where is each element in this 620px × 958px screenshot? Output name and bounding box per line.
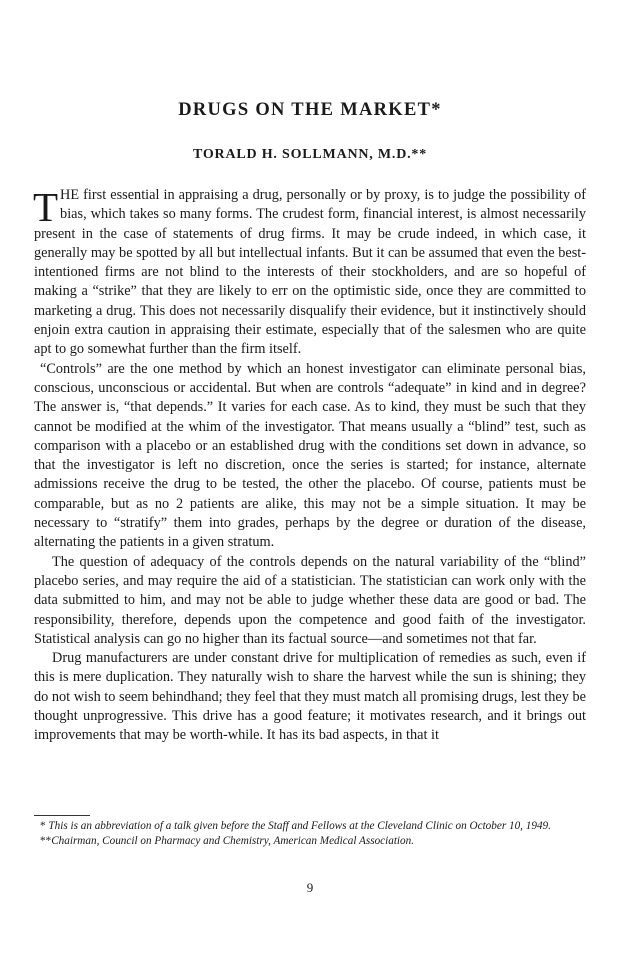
footnotes — [34, 815, 586, 850]
paragraph-1-text: HE first essential in appraising a drug, personally or by proxy, is to judge the possibility of bias, which takes so many forms. The crudest form, financial interest, is almost necessarily present in the case of statements of drug firms. It may be crude indeed, in which case, it generally may be spotted by all but intellectual infants. But it can be assumed that even the best-intentioned firms are not blind to the interests of their stockholders, and are so hopeful of making a “strike” that they are likely to err on the optimistic side, once they are committed to marketing a drug. This does not necessarily disqualify their evidence, but it instinctively should enjoin extra caution in appraising their estimate, especially that of the salesmen who are quite apt to go somewhat further than the firm itself. — [34, 187, 586, 358]
article-body — [34, 186, 586, 746]
footnote-1-text: This is an abbreviation of a talk given before the Staff and Fellows at the Cleveland Clinic on October 10, 1949. — [48, 820, 551, 832]
footnote-1 — [34, 819, 586, 834]
article-title: DRUGS ON THE MARKET* — [178, 100, 442, 120]
paragraph-1 — [34, 186, 586, 360]
footnote-2-mark: ** — [40, 835, 52, 848]
paragraph-4: Drug manufacturers are under constant drive for multiplication of remedies as such, even if this is mere duplication. They naturally wish to share the harvest while the sun is shining; they do not wish to seem behindhand; they feel that they must match all promising drugs, lest they be thought unprogressive. This drive has a good feature; it motivates research, and it brings out improvements that may be worth-while. It has its bad aspects, in that it — [34, 650, 586, 744]
paragraph-2: “Controls” are the one method by which an honest investigator can eliminate personal bias, conscious, unconscious or accidental. But when are controls “adequate” in kind and in degree? The answer is, “that depends.” It varies for each case. As to kind, they must be such that they cannot be modified at the whim of the investigator. That means usually a “blind” test, such as comparison with a placebo or an established drug with the conditions set down in advance, so that the investigator is left no discretion, once the series is started; for instance, alternate admissions receive the drug to be tested, the other the placebo. Of course, patients must be comparable, but as no 2 patients are alike, this may not be a simple situation. It may be necessary to “stratify” them into grades, perhaps by the degree or duration of the disease, alternating the patients in a given stratum. — [34, 360, 586, 551]
footnote-divider — [34, 815, 90, 816]
footnote-1-mark: * — [40, 820, 46, 832]
article-author: TORALD H. SOLLMANN, M.D.** — [192, 147, 428, 162]
footnote-2-text: Chairman, Council on Pharmacy and Chemistry, American Medical Association. — [51, 835, 415, 848]
drop-cap: T — [33, 184, 59, 230]
page-number: 9 — [306, 880, 314, 895]
journal-page — [34, 0, 586, 958]
footnote-2 — [34, 834, 586, 849]
paragraph-3: The question of adequacy of the controls depends on the natural variability of the “blind” placebo series, and may require the aid of a statistician. The statistician can work only with the data submitted to him, and may not be able to judge whether these data are good or bad. The responsibility, therefore, depends upon the competence and good faith of the investigator. Statistical analysis can go no higher than its factual source—and sometimes not that far. — [34, 553, 586, 647]
